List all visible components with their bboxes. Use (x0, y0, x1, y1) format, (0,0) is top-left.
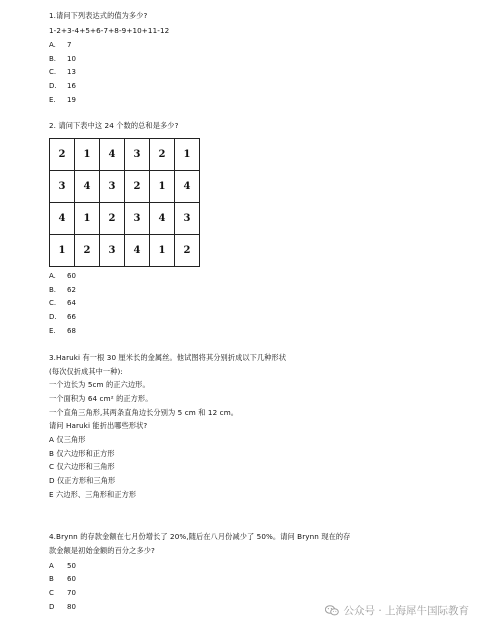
grid-cell: 2 (175, 235, 200, 267)
q3-option-a: A 仅三角形 (49, 435, 86, 444)
grid-row (50, 203, 200, 235)
option-letter: B (49, 575, 54, 583)
q4-line-1: 4.Brynn 的存款金额在七月份增长了 20%,随后在八月份减少了 50%。请问 Brynn 现在的存 (49, 532, 351, 541)
grid-cell: 4 (175, 171, 200, 203)
q3-line-6: 请问 Haruki 能折出哪些形状? (49, 421, 148, 430)
option-value: 13 (67, 68, 76, 76)
grid-cell: 2 (50, 139, 75, 171)
watermark-text: 公众号 · 上海犀牛国际教育 (343, 605, 469, 617)
option-letter: A. (49, 41, 56, 49)
option-value: 7 (67, 41, 72, 49)
wechat-icon (325, 605, 339, 616)
option-value: 68 (67, 327, 76, 335)
grid-cell: 1 (175, 139, 200, 171)
option-value: 70 (67, 589, 76, 597)
option-letter: C. (49, 68, 57, 76)
q2-number-grid (49, 138, 200, 267)
option-letter: C (49, 589, 54, 597)
grid-cell: 1 (150, 235, 175, 267)
grid-cell: 3 (50, 171, 75, 203)
grid-row (50, 171, 200, 203)
q2-title: 2. 请问下表中这 24 个数的总和是多少? (49, 121, 179, 130)
option-value: 64 (67, 299, 76, 307)
grid-cell: 2 (125, 171, 150, 203)
grid-cell: 3 (125, 139, 150, 171)
grid-cell: 2 (150, 139, 175, 171)
q3-option-d: D 仅正方形和三角形 (49, 476, 116, 485)
grid-cell: 2 (100, 203, 125, 235)
option-letter: D. (49, 313, 57, 321)
grid-cell: 3 (100, 235, 125, 267)
option-letter: D. (49, 82, 57, 90)
grid-cell: 3 (125, 203, 150, 235)
grid-cell: 1 (50, 235, 75, 267)
option-value: 19 (67, 96, 76, 104)
grid-cell: 4 (75, 171, 100, 203)
option-value: 10 (67, 55, 76, 63)
grid-row (50, 235, 200, 267)
option-value: 60 (67, 575, 76, 583)
option-value: 50 (67, 562, 76, 570)
option-letter: A (49, 562, 54, 570)
q3-line-1: 3.Haruki 有一根 30 厘米长的金属丝。他试图将其分别折成以下几种形状 (49, 353, 287, 362)
grid-cell: 2 (75, 235, 100, 267)
watermark (325, 603, 469, 618)
q1-title: 1.请问下列表达式的值为多少? (49, 11, 148, 20)
grid-cell: 4 (100, 139, 125, 171)
option-value: 16 (67, 82, 76, 90)
option-letter: D (49, 603, 55, 611)
q1-expression: 1-2+3-4+5+6-7+8-9+10+11-12 (49, 26, 170, 35)
q3-line-2: (每次仅折成其中一种): (49, 367, 123, 376)
q3-line-4: 一个面积为 64 cm² 的正方形。 (49, 394, 153, 403)
q4-line-2: 款金额是初始金额的百分之多少? (49, 546, 155, 555)
q3-line-3: 一个边长为 5cm 的正六边形。 (49, 380, 150, 389)
option-letter: C. (49, 299, 57, 307)
option-letter: B. (49, 55, 57, 63)
option-value: 80 (67, 603, 76, 611)
q3-option-e: E 六边形、三角形和正方形 (49, 490, 137, 499)
grid-cell: 1 (75, 139, 100, 171)
option-letter: A. (49, 272, 56, 280)
grid-cell: 1 (150, 171, 175, 203)
option-letter: E. (49, 327, 56, 335)
option-value: 60 (67, 272, 76, 280)
q3-option-c: C 仅六边形和三角形 (49, 462, 115, 471)
option-letter: B. (49, 286, 57, 294)
grid-row (50, 139, 200, 171)
option-letter: E. (49, 96, 56, 104)
grid-cell: 4 (50, 203, 75, 235)
grid-cell: 4 (125, 235, 150, 267)
grid-cell: 4 (150, 203, 175, 235)
grid-cell: 1 (75, 203, 100, 235)
q3-option-b: B 仅六边形和正方形 (49, 449, 115, 458)
grid-cell: 3 (100, 171, 125, 203)
option-value: 66 (67, 313, 76, 321)
q3-line-5: 一个直角三角形,其两条直角边长分别为 5 cm 和 12 cm。 (49, 408, 239, 417)
grid-cell: 3 (175, 203, 200, 235)
option-value: 62 (67, 286, 76, 294)
